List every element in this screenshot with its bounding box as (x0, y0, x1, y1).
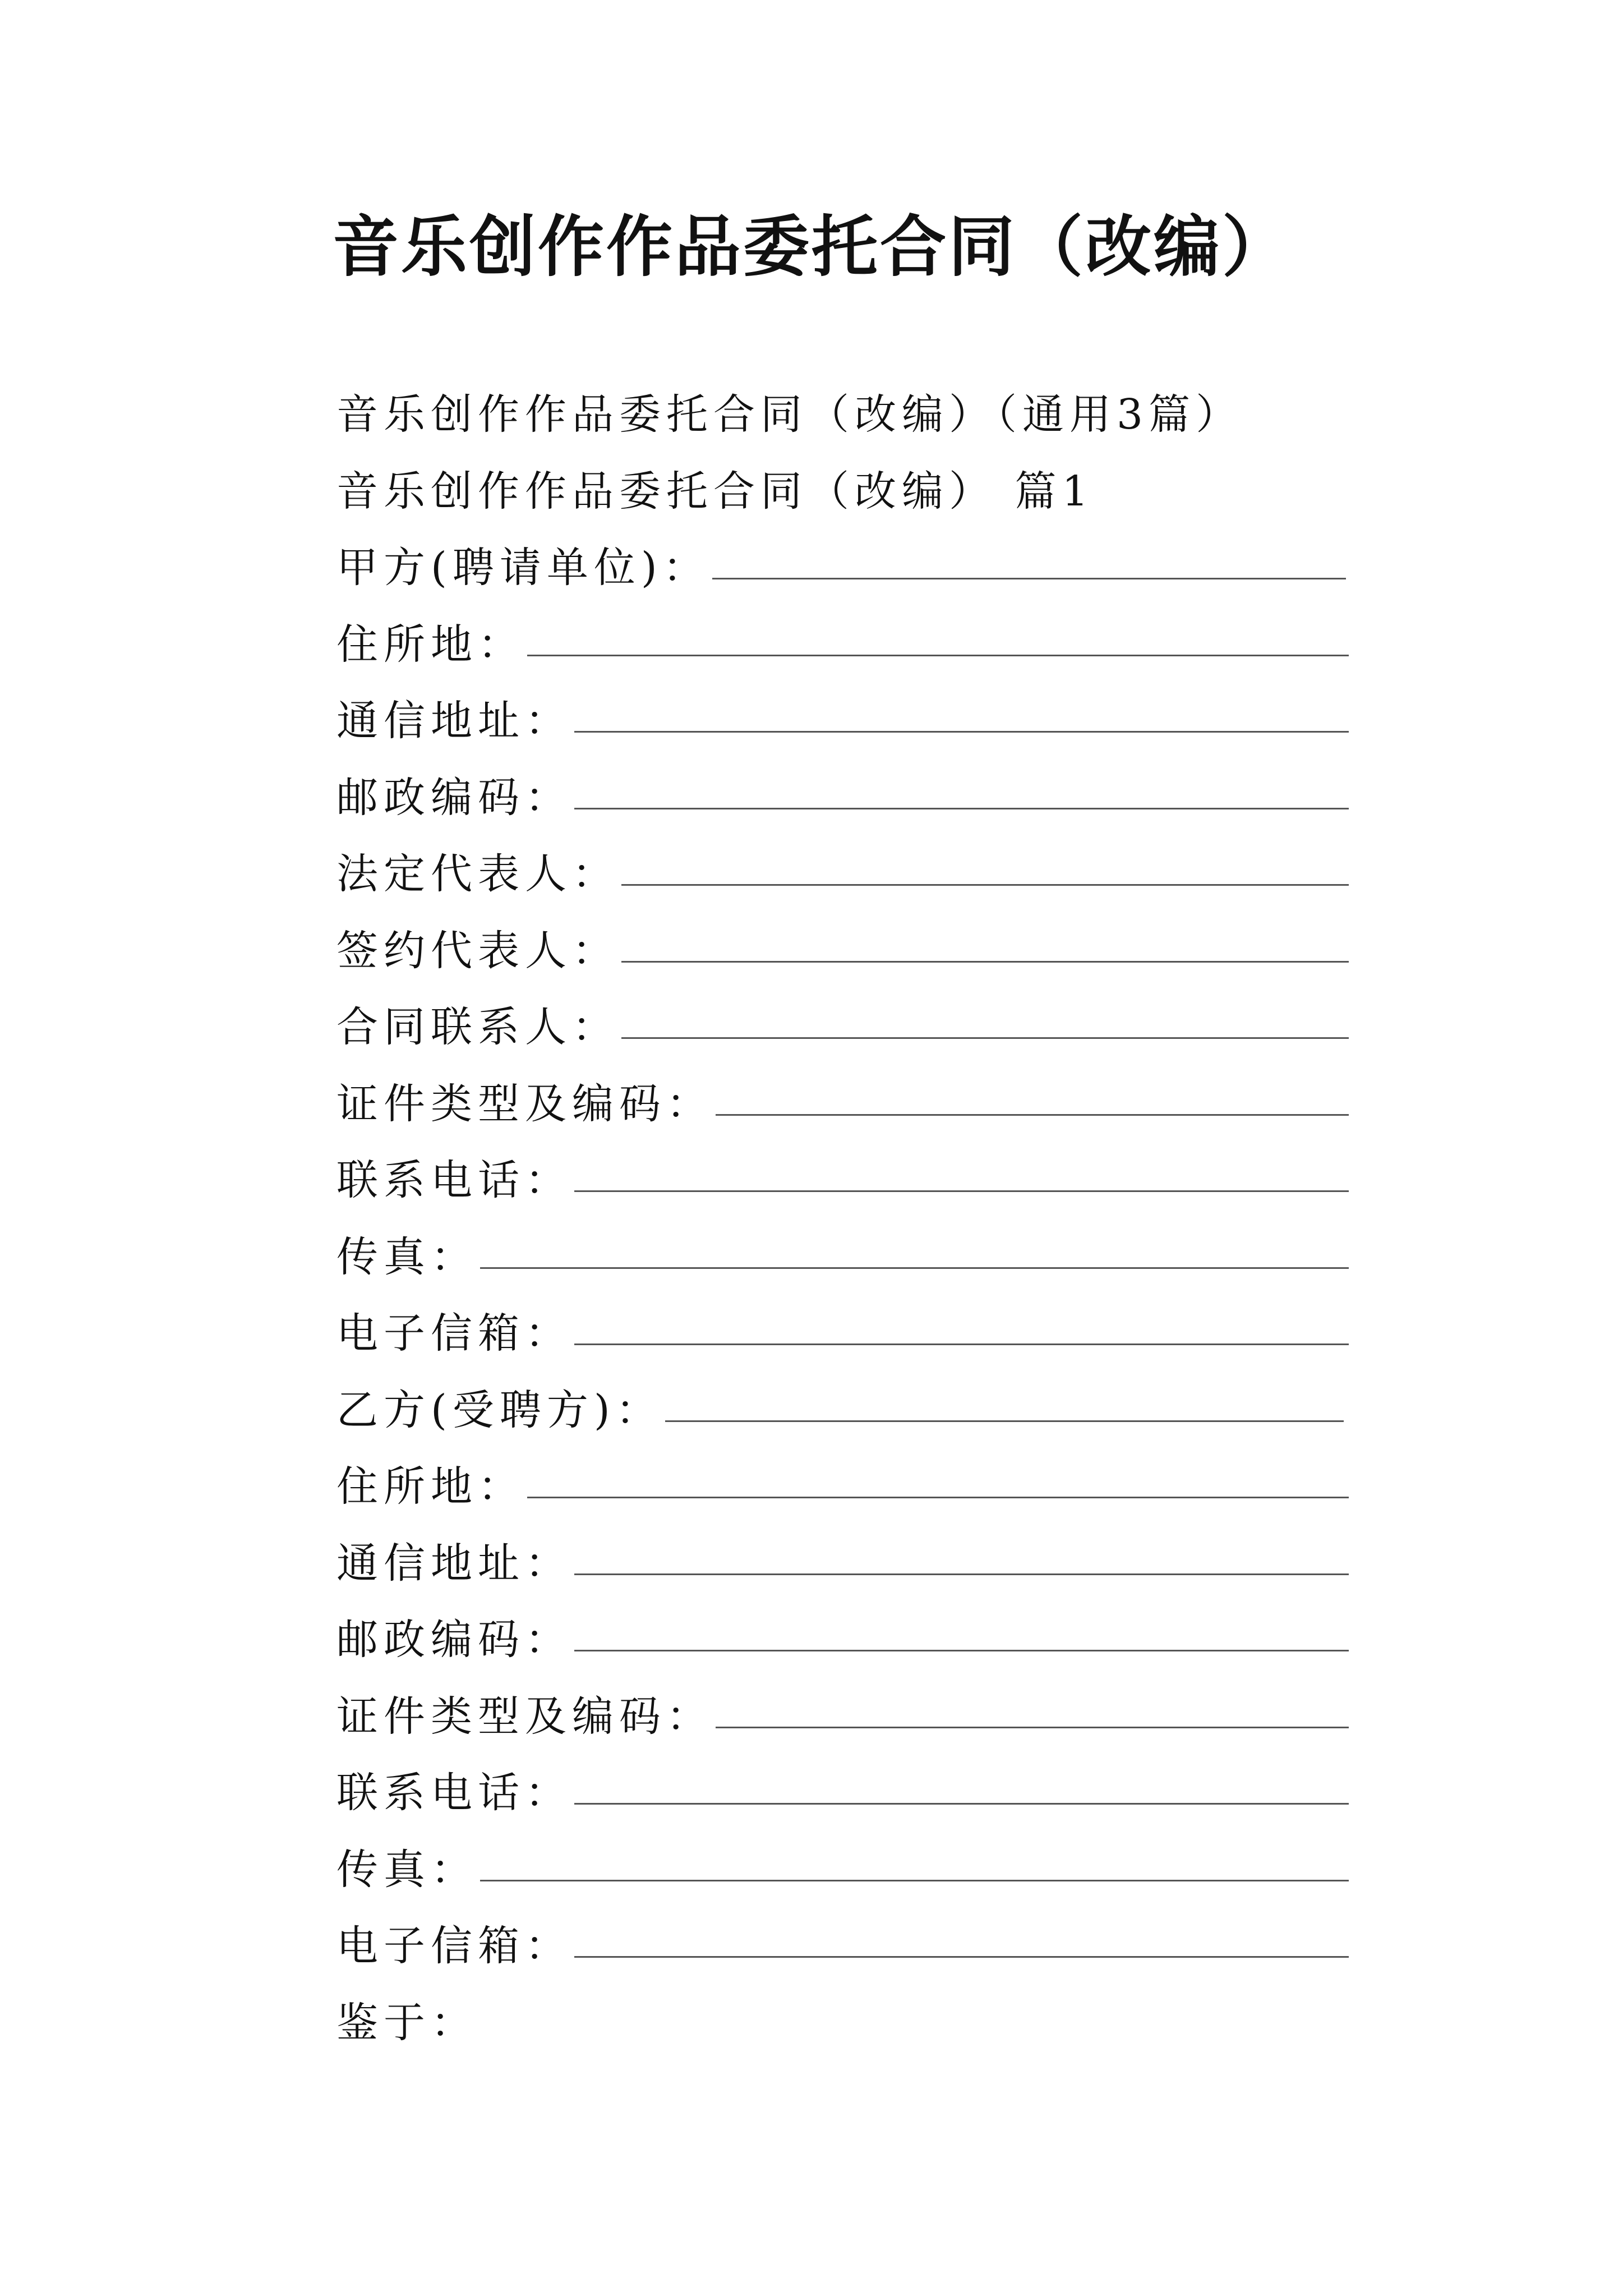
party-a-label: 甲方(聘请单位)： (336, 544, 710, 592)
party-a-id-field[interactable] (336, 1062, 1349, 1139)
party-a-postcode-field[interactable] (336, 756, 1349, 833)
party-a-email-field[interactable] (336, 1292, 1349, 1369)
field-blank[interactable] (621, 998, 1349, 1039)
party-a-address-field[interactable] (336, 603, 1349, 680)
section-heading: 音乐创作作品委托合同（改编） 篇1 (336, 467, 1094, 516)
party-b-mailing-address-field[interactable] (336, 1522, 1349, 1599)
field-blank[interactable] (621, 845, 1349, 886)
field-blank[interactable] (574, 769, 1349, 809)
party-a-contact-person-field[interactable] (336, 986, 1349, 1062)
field-blank[interactable] (574, 1764, 1349, 1805)
field-label: 联系电话： (336, 1156, 572, 1205)
subtitle: 音乐创作作品委托合同（改编）（通用3篇） (336, 390, 1243, 439)
party-a-fax-field[interactable] (336, 1216, 1349, 1292)
party-b-phone-field[interactable] (336, 1751, 1349, 1828)
field-label: 法定代表人： (336, 850, 619, 899)
party-a-signing-rep-field[interactable] (336, 909, 1349, 986)
party-b-id-field[interactable] (336, 1675, 1349, 1752)
whereas-label: 鉴于： (336, 1998, 478, 2047)
field-label: 联系电话： (336, 1769, 572, 1818)
document-title: 音乐创作作品委托合同（改编） (332, 208, 1290, 286)
party-b-fax-field[interactable] (336, 1828, 1349, 1905)
field-label: 传真： (336, 1232, 478, 1281)
field-blank[interactable] (716, 1075, 1349, 1116)
party-b-label: 乙方(受聘方)： (336, 1386, 663, 1434)
field-blank[interactable] (574, 1611, 1349, 1651)
field-label: 合同联系人： (336, 1003, 619, 1052)
party-a-phone-field[interactable] (336, 1139, 1349, 1216)
field-blank[interactable] (716, 1687, 1349, 1728)
field-label: 签约代表人： (336, 926, 619, 975)
party-b-address-field[interactable] (336, 1445, 1349, 1522)
field-label: 证件类型及编码： (336, 1692, 713, 1741)
field-label: 电子信箱： (336, 1922, 572, 1971)
party-b-name-field[interactable] (336, 1369, 1349, 1446)
party-a-name-blank[interactable] (712, 539, 1346, 579)
party-b-name-blank[interactable] (665, 1381, 1344, 1422)
field-blank[interactable] (574, 1534, 1349, 1575)
party-a-legal-rep-field[interactable] (336, 832, 1349, 909)
document-body (336, 373, 1349, 2058)
field-blank[interactable] (527, 1457, 1349, 1498)
field-blank[interactable] (574, 1917, 1349, 1958)
field-label: 证件类型及编码： (336, 1079, 713, 1128)
field-blank[interactable] (574, 1151, 1349, 1192)
field-label: 住所地： (336, 620, 525, 669)
subtitle-line (336, 373, 1349, 450)
field-label: 通信地址： (336, 1539, 572, 1588)
party-a-name-field[interactable] (336, 526, 1349, 603)
party-a-mailing-address-field[interactable] (336, 679, 1349, 756)
party-b-postcode-field[interactable] (336, 1598, 1349, 1675)
field-label: 电子信箱： (336, 1309, 572, 1358)
field-label: 邮政编码： (336, 1616, 572, 1664)
section-heading-line (336, 450, 1349, 527)
field-label: 住所地： (336, 1462, 525, 1511)
field-label: 邮政编码： (336, 773, 572, 822)
party-b-email-field[interactable] (336, 1904, 1349, 1981)
field-blank[interactable] (480, 1841, 1349, 1881)
field-blank[interactable] (621, 922, 1349, 963)
closing-line (336, 1981, 1349, 2058)
field-blank[interactable] (574, 692, 1349, 733)
field-label: 传真： (336, 1845, 478, 1894)
field-label: 通信地址： (336, 697, 572, 746)
field-blank[interactable] (480, 1228, 1349, 1269)
field-blank[interactable] (574, 1304, 1349, 1345)
field-blank[interactable] (527, 615, 1349, 656)
